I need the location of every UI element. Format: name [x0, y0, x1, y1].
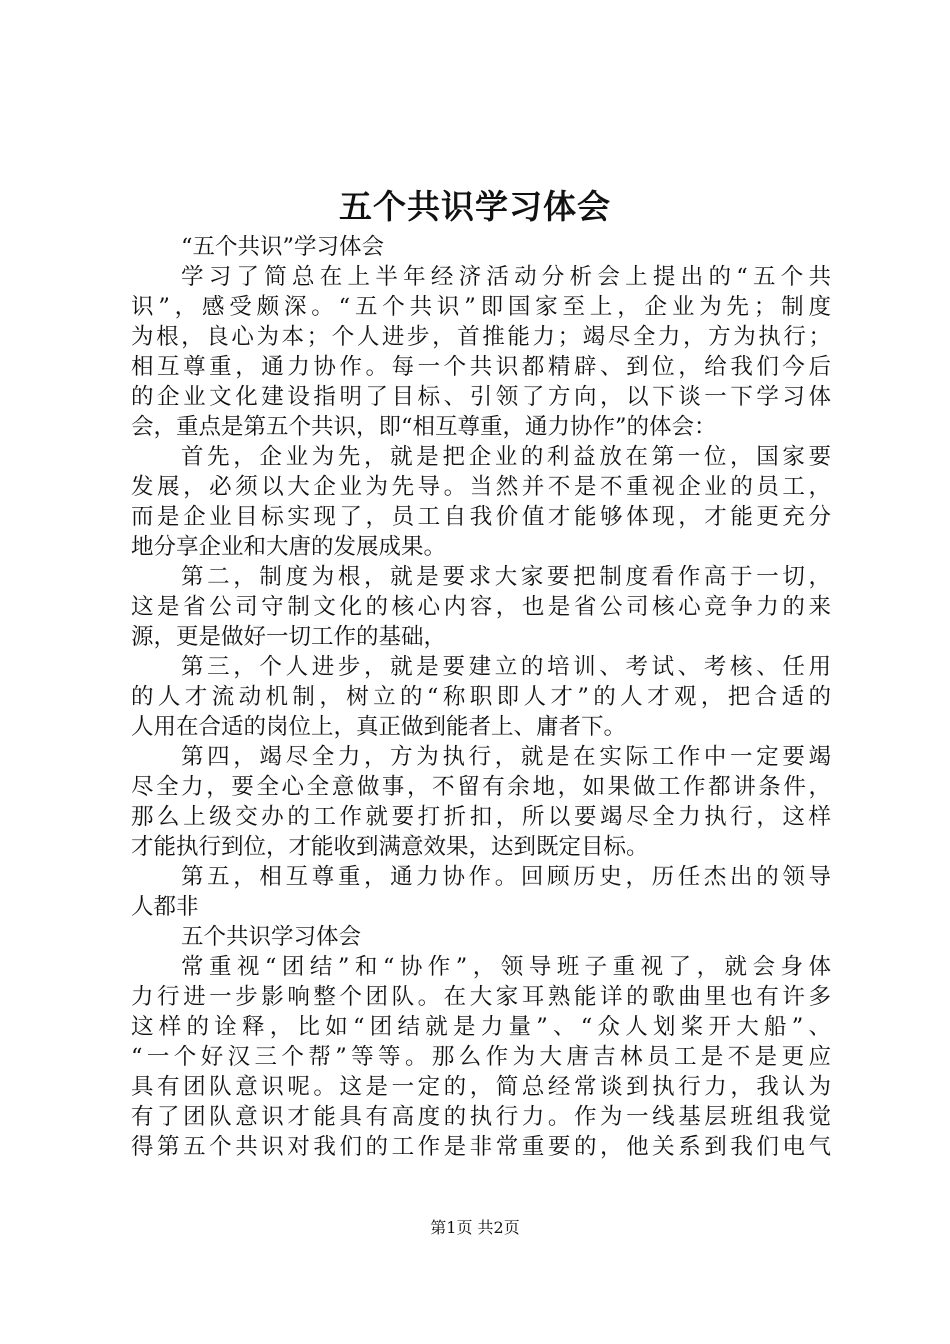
text-line: 第四，竭尽全力，方为执行，就是在实际工作中一定要竭	[181, 744, 831, 770]
text-line: “一个好汉三个帮”等等。那么作为大唐吉林员工是不是更应	[131, 1044, 831, 1070]
text-line: 常重视“团结”和“协作”，领导班子重视了，就会身体	[181, 954, 831, 980]
text-line: 力行进一步影响整个团队。在大家耳熟能详的歌曲里也有许多	[131, 984, 831, 1010]
text-line: 发展，必须以大企业为先导。当然并不是不重视企业的员工，	[131, 474, 831, 500]
text-line: 这是省公司守制文化的核心内容，也是省公司核心竞争力的来	[131, 594, 831, 620]
text-line: 有了团队意识才能具有高度的执行力。作为一线基层班组我觉	[131, 1104, 831, 1130]
text-line: 尽全力，要全心全意做事，不留有余地，如果做工作都讲条件，	[131, 774, 831, 800]
text-line: 为根，良心为本；个人进步，首推能力；竭尽全力，方为执行；	[131, 324, 831, 350]
page-footer: 第1页 共2页	[430, 1218, 520, 1237]
text-line: 相互尊重，通力协作。每一个共识都精辟、到位，给我们今后	[131, 354, 831, 380]
text-line: 那么上级交办的工作就要打折扣，所以要竭尽全力执行，这样	[131, 804, 831, 830]
text-line: 人都非	[131, 894, 199, 920]
text-line: 首先，企业为先，就是把企业的利益放在第一位，国家要	[181, 444, 831, 470]
text-line: 得第五个共识对我们的工作是非常重要的，他关系到我们电气	[131, 1134, 831, 1160]
text-line: 五个共识学习体会	[181, 924, 362, 950]
text-line: 第三，个人进步，就是要建立的培训、考试、考核、任用	[181, 654, 831, 680]
text-line: 这样的诠释，比如“团结就是力量”、“众人划桨开大船”、	[131, 1014, 831, 1040]
text-line: 识”，感受颇深。“五个共识”即国家至上，企业为先；制度	[131, 294, 831, 320]
text-line: 才能执行到位，才能收到满意效果，达到既定目标。	[131, 834, 649, 860]
text-line: 地分享企业和大唐的发展成果。	[131, 534, 447, 560]
text-line: 源，更是做好一切工作的基础，	[131, 624, 447, 650]
text-line: 的企业文化建设指明了目标、引领了方向，以下谈一下学习体	[131, 384, 831, 410]
text-line: 人用在合适的岗位上，真正做到能者上、庸者下。	[131, 714, 627, 740]
text-line: 而是企业目标实现了，员工自我价值才能够体现，才能更充分	[131, 504, 831, 530]
text-line: 会，重点是第五个共识，即“相互尊重，通力协作”的体会：	[131, 414, 717, 440]
text-line: 第二，制度为根，就是要求大家要把制度看作高于一切，	[181, 564, 831, 590]
document-body	[131, 232, 831, 1162]
text-line: 学习了简总在上半年经济活动分析会上提出的“五个共	[181, 264, 831, 290]
text-line: “五个共识”学习体会	[181, 234, 385, 260]
text-line: 具有团队意识呢。这是一定的，简总经常谈到执行力，我认为	[131, 1074, 831, 1100]
page-title: 五个共识学习体会	[339, 187, 611, 226]
text-line: 第五，相互尊重，通力协作。回顾历史，历任杰出的领导	[181, 864, 831, 890]
text-line: 的人才流动机制，树立的“称职即人才”的人才观，把合适的	[131, 684, 831, 710]
